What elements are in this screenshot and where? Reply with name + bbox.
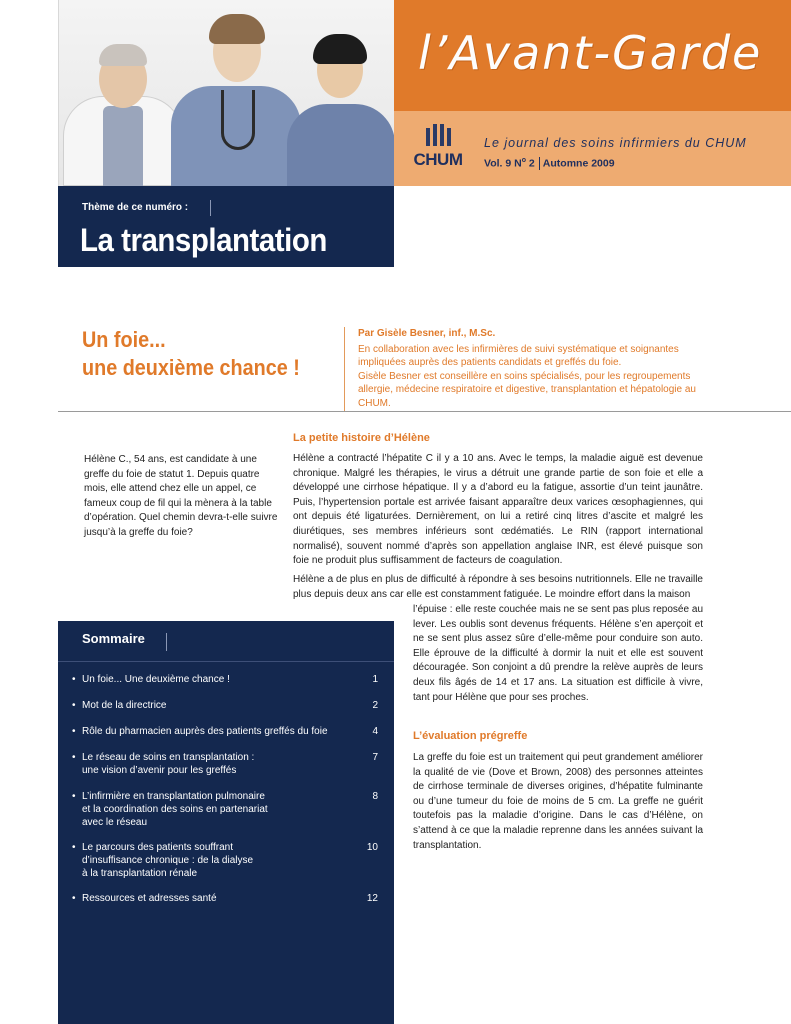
issue-number: 2 xyxy=(526,157,535,170)
toc-item-label: Un foie... Une deuxième chance ! xyxy=(82,674,230,685)
bullet-icon: • xyxy=(72,893,76,904)
toc-item-page: 8 xyxy=(372,791,378,802)
theme-label: Thème de ce numéro : xyxy=(82,202,189,213)
toc-item-label: Mot de la directrice xyxy=(82,700,167,711)
journal-title: l’Avant-Garde xyxy=(418,26,763,80)
bullet-icon: • xyxy=(72,674,76,685)
toc-item-page: 7 xyxy=(372,752,378,763)
byline-divider xyxy=(344,327,345,412)
bullet-icon: • xyxy=(72,791,76,802)
toc-item-label: L’infirmière en transplantation pulmonaire et la coordination des soins en partenariat avec le réseau xyxy=(82,791,268,828)
evaluation-paragraph: La greffe du foie est un traitement qui peut grandement améliorer la qualité de vie (Dove et Brown, 2008) des personnes atteintes de cirrhose terminale de diverses origines, d’hépatite fulminante ou d’une tumeur du foie de moins de 5 cm. La greffe ne guérit toutefois pas la maladie d’origine. Dans le cas d’Hélène, on s’attend à ce que la maladie reprenne dans les années suivant la transplantation. xyxy=(413,752,703,851)
theme-box xyxy=(58,186,394,267)
chum-logo-icon xyxy=(424,124,452,146)
story-paragraph-1: Hélène a contracté l’hépatite C il y a 10 ans. Avec le temps, la maladie aiguë est devenue chronique. Malgré les thérapies, le virus a détruit une grande partie de son foie et elle a développé une cirrhose hépatique. Il y a d’abord eu la fatigue, assortie d’un teint jaunâtre. Puis, l’hypertension portale est arrivée faisant apparaître deux varices œsophagiennes, qui ont depuis été ligaturées. Dernièrement, on lui a retiré cinq litres d’ascite et malgré les diurétiques, ses membres inférieurs sont œdématiés. Le RIN (rapport international normalisé), souvent nommé d’après son appellation anglaise INR, est élevé puisque son foie ne produit plus suffisamment de facteurs de coagulation. xyxy=(293,453,703,567)
doctor-figure xyxy=(63,36,183,186)
nurse-figure-2 xyxy=(287,30,394,186)
toc-item-label: Le réseau de soins en transplantation : une vision d’avenir pour les greffés xyxy=(82,752,255,776)
byline xyxy=(358,327,703,410)
volume-number: Vol. 9 N xyxy=(484,157,522,170)
logo-text: CHUM xyxy=(413,150,463,169)
toc-item-label: Ressources et adresses santé xyxy=(82,893,217,904)
toc-item-label: Rôle du pharmacien auprès des patients greffés du foie xyxy=(82,726,328,737)
article-title-line2: une deuxième chance ! xyxy=(82,355,300,380)
volume-sup: o xyxy=(521,157,527,164)
toc-item-page: 2 xyxy=(372,700,378,711)
toc-item-page: 12 xyxy=(366,893,378,904)
toc-item-page: 4 xyxy=(372,726,378,737)
toc-rule xyxy=(58,661,394,662)
bullet-icon: • xyxy=(72,842,76,853)
section-heading-story: La petite histoire d’Hélène xyxy=(293,432,430,444)
section-divider xyxy=(58,411,791,412)
toc-item-page: 1 xyxy=(372,674,378,685)
bullet-icon: • xyxy=(72,726,76,737)
season: Automne 2009 xyxy=(542,157,615,170)
byline-bio: Gisèle Besner est conseillère en soins spécialisés, pour les regroupements allergie, médecine respiratoire et digestive, transplantation et hépatologie au CHUM. xyxy=(358,370,696,409)
nurse-figure xyxy=(171,6,301,186)
chum-logo xyxy=(410,124,466,174)
volume-info xyxy=(484,157,615,170)
header-photo xyxy=(58,0,394,186)
article-title xyxy=(82,326,300,382)
section-heading-evaluation: L’évaluation prégreffe xyxy=(413,730,528,742)
journal-subtitle: Le journal des soins infirmiers du CHUM xyxy=(484,136,747,150)
byline-collaboration: En collaboration avec les infirmières de suivi systématique et soignantes impliquées auprès des patients candidats et greffés du foie. xyxy=(358,343,679,368)
bullet-icon: • xyxy=(72,752,76,763)
author: Par Gisèle Besner, inf., M.Sc. xyxy=(358,328,496,339)
intro-paragraph: Hélène C., 54 ans, est candidate à une greffe du foie de statut 1. Depuis quatre mois, elle attend chez elle un appel, ce fameux coup de fil qui la mènera à la table d’opération. Quel chemin devra-t-elle suivre jusqu’à la greffe du foie? xyxy=(84,454,278,538)
theme-divider xyxy=(210,200,211,216)
theme-title: La transplantation xyxy=(80,222,327,258)
table-of-contents xyxy=(58,621,394,1024)
story-paragraph-2b: l’épuise : elle reste couchée mais ne se sent pas plus reposée au lever. Les oublis sont devenus fréquents. Hélène s’en aperçoit et ne se sent plus assez sûre d’elle-même pour conduire son auto. Elle éprouve de la difficulté à dormir la nuit et elle est souvent découragée. Son conjoint a dû prendre la relève auprès de leurs deux fils âgés de 14 et 17 ans. La situation est difficile à vivre, tant pour Hélène que pour ses proches. xyxy=(413,604,703,703)
toc-item-page: 10 xyxy=(366,842,378,853)
toc-title: Sommaire xyxy=(82,631,145,646)
article-title-line1: Un foie... xyxy=(82,327,166,352)
bullet-icon: • xyxy=(72,700,76,711)
story-paragraph-2a: Hélène a de plus en plus de difficulté à répondre à ses besoins nutritionnels. Elle ne travaille plus depuis deux ans car elle est constamment fatiguée. Le moindre effort dans la maison xyxy=(293,574,703,600)
toc-divider xyxy=(166,633,167,651)
toc-item-label: Le parcours des patients souffrant d’insuffisance chronique : de la dialyse à la transplantation rénale xyxy=(82,842,254,879)
